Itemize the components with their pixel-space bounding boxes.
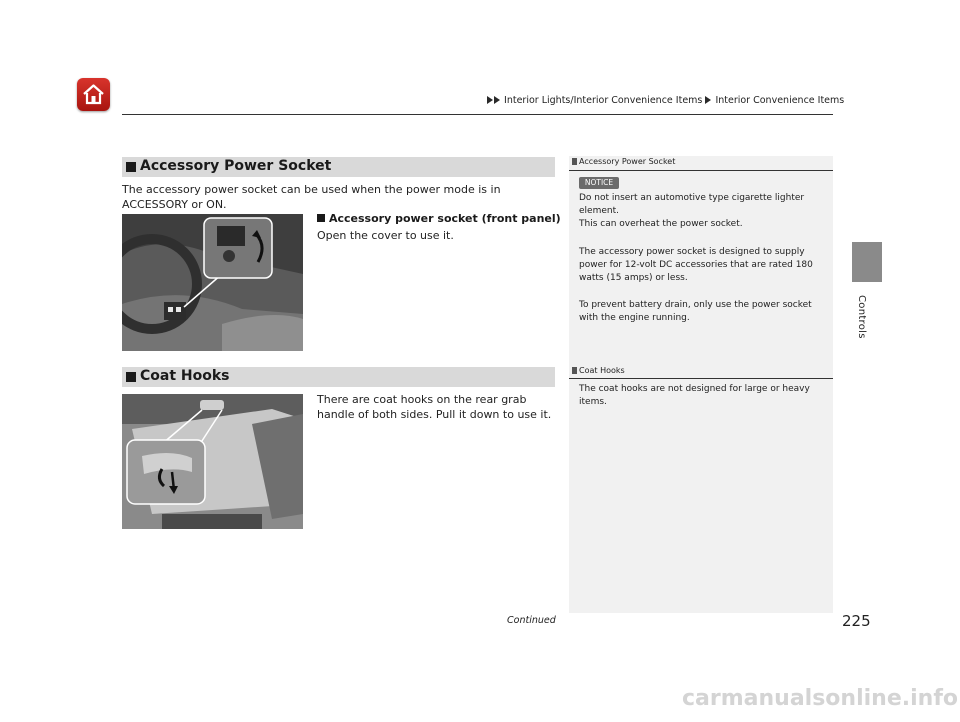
section-header-coat-hooks xyxy=(122,367,555,387)
reference-marker-icon xyxy=(572,158,577,165)
note-divider xyxy=(569,378,833,379)
note-text-power-socket-3: The accessory power socket is designed to supply power for 12-volt DC accessories that are rated 180 watts (15 amps) or less. xyxy=(579,247,813,283)
watermark: carmanualsonline.info xyxy=(682,686,958,711)
power-socket-instruction: Open the cover to use it. xyxy=(317,229,454,242)
chapter-tab-label: Controls xyxy=(856,295,867,339)
note-text-power-socket-1: Do not insert an automotive type cigarette lighter element. xyxy=(579,193,805,216)
note-text-power-socket-2: This can overheat the power socket. xyxy=(579,219,743,229)
breadcrumb-link-1[interactable]: Interior Lights/Interior Convenience Items xyxy=(504,95,703,106)
power-socket-intro: The accessory power socket can be used when the power mode is in ACCESSORY or ON. xyxy=(122,183,501,211)
coat-hooks-text: There are coat hooks on the rear grab handle of both sides. Pull it down to use it. xyxy=(317,393,552,421)
power-socket-subheading: Accessory power socket (front panel) xyxy=(317,212,561,225)
note-divider xyxy=(569,170,833,171)
home-icon xyxy=(82,83,105,106)
section-header-power-socket xyxy=(122,157,555,177)
chapter-tab[interactable] xyxy=(852,242,882,282)
section-bullet-icon xyxy=(126,372,136,382)
notice-badge: NOTICE xyxy=(579,177,619,189)
power-socket-photo xyxy=(122,214,303,351)
coat-hooks-photo xyxy=(122,394,303,529)
home-button[interactable] xyxy=(77,78,110,111)
note-title-coat-hooks[interactable]: Coat Hooks xyxy=(572,366,625,375)
note-text-power-socket-4: To prevent battery drain, only use the power socket with the engine running. xyxy=(579,300,812,323)
breadcrumb-arrow-icon xyxy=(705,96,711,104)
page-number: 225 xyxy=(842,612,871,630)
subheading-bullet-icon xyxy=(317,214,325,222)
note-title-power-socket[interactable]: Accessory Power Socket xyxy=(572,157,675,166)
header-divider xyxy=(122,114,833,115)
breadcrumb-link-2[interactable]: Interior Convenience Items xyxy=(715,95,845,106)
section-title: Accessory Power Socket xyxy=(140,158,332,174)
section-bullet-icon xyxy=(126,162,136,172)
breadcrumb-arrow-icon xyxy=(487,96,493,104)
section-title: Coat Hooks xyxy=(140,368,230,384)
continued-label: Continued xyxy=(507,615,556,626)
reference-marker-icon xyxy=(572,367,577,374)
note-text-coat-hooks: The coat hooks are not designed for large or heavy items. xyxy=(579,384,810,407)
breadcrumb xyxy=(487,95,844,106)
breadcrumb-arrow-icon xyxy=(494,96,500,104)
